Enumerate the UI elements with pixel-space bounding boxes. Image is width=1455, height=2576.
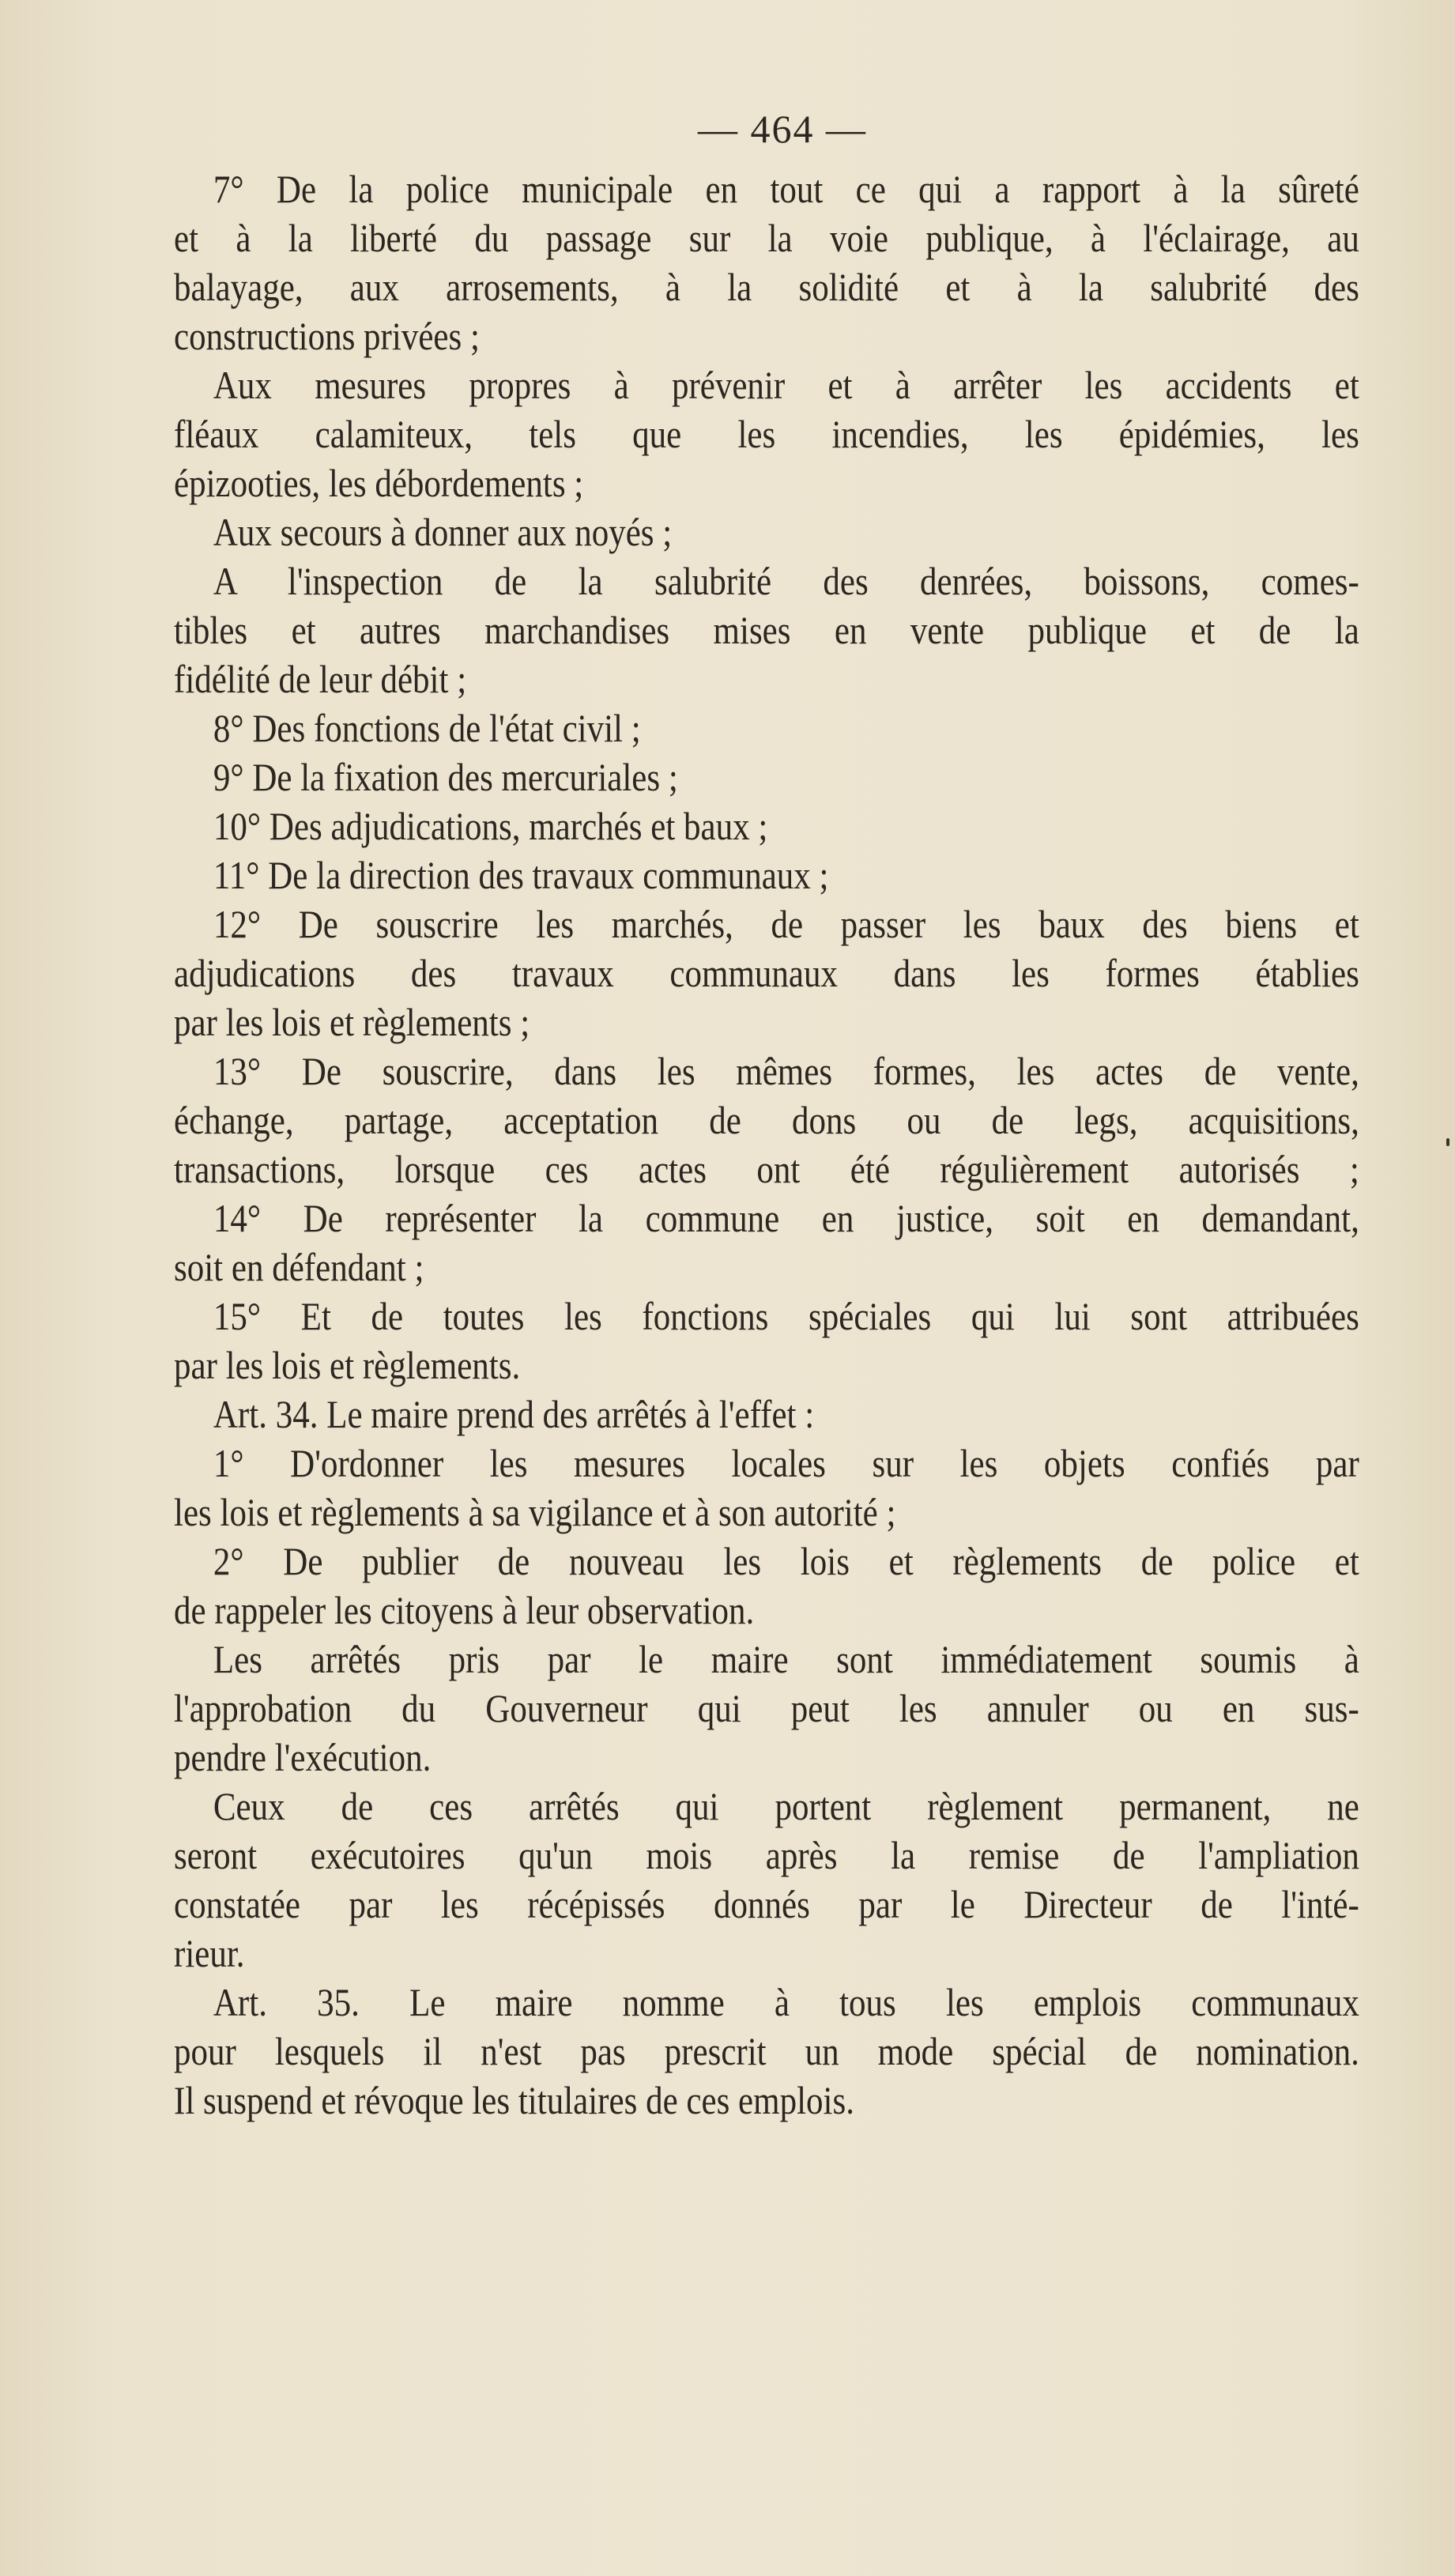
text-line: soit en défendant ; (174, 1245, 424, 1289)
text-line: constatée par les récépissés donnés par le Directeur de l'inté- (174, 1882, 1359, 1926)
text-line: de rappeler les citoyens à leur observation. (174, 1588, 755, 1632)
text-line: par les lois et règlements ; (174, 1000, 530, 1044)
text-line: 1° D'ordonner les mesures locales sur les objets confiés par (213, 1441, 1359, 1485)
text-line: l'approbation du Gouverneur qui peut les annuler ou en sus- (174, 1686, 1359, 1730)
text-line: les lois et règlements à sa vigilance et à son autorité ; (174, 1490, 896, 1534)
text-line: tibles et autres marchandises mises en vente publique et de la (174, 608, 1359, 652)
text-line: 2° De publier de nouveau les lois et règlements de police et (213, 1539, 1359, 1583)
text-line: pendre l'exécution. (174, 1735, 432, 1779)
text-line: 13° De souscrire, dans les mêmes formes, les actes de vente, (213, 1049, 1359, 1093)
text-line: 10° Des adjudications, marchés et baux ; (213, 804, 768, 848)
text-line: Aux mesures propres à prévenir et à arrêter les accidents et (213, 363, 1359, 407)
text-line: transactions, lorsque ces actes ont été régulièrement autorisés ; (174, 1147, 1359, 1191)
page-text (174, 93, 1359, 2125)
ink-speck (1446, 1138, 1449, 1146)
text-line: pour lesquels il n'est pas prescrit un mode spécial de nomination. (174, 2029, 1359, 2073)
text-line: 11° De la direction des travaux communaux ; (213, 853, 829, 897)
text-line: 12° De souscrire les marchés, de passer les baux des biens et (213, 902, 1359, 946)
page-number: — 464 — (698, 107, 867, 151)
text-line: rieur. (174, 1931, 245, 1975)
text-line: seront exécutoires qu'un mois après la remise de l'ampliation (174, 1833, 1359, 1877)
text-line: Les arrêtés pris par le maire sont immédiatement soumis à (213, 1637, 1359, 1681)
text-line: Ceux de ces arrêtés qui portent règlement permanent, ne (213, 1784, 1359, 1828)
text-line: constructions privées ; (174, 314, 480, 358)
text-line: adjudications des travaux communaux dans les formes établies (174, 951, 1359, 995)
text-line: 8° Des fonctions de l'état civil ; (213, 706, 641, 750)
text-line: échange, partage, acceptation de dons ou de legs, acquisitions, (174, 1098, 1359, 1142)
text-line: épizooties, les débordements ; (174, 461, 584, 505)
text-line: fidélité de leur débit ; (174, 657, 467, 701)
text-line: Aux secours à donner aux noyés ; (213, 510, 673, 554)
text-line: fléaux calamiteux, tels que les incendies, les épidémies, les (174, 412, 1359, 456)
text-line: 9° De la fixation des mercuriales ; (213, 755, 678, 799)
text-line: Art. 35. Le maire nomme à tous les emplois communaux (213, 1980, 1359, 2024)
text-line: par les lois et règlements. (174, 1343, 521, 1387)
text-line: A l'inspection de la salubrité des denrées, boissons, comes- (213, 559, 1359, 603)
text-line: 7° De la police municipale en tout ce qui a rapport à la sûreté (213, 167, 1359, 211)
text-line: Art. 34. Le maire prend des arrêtés à l'effet : (213, 1392, 815, 1436)
text-lines (174, 164, 1359, 2125)
text-line: Il suspend et révoque les titulaires de ces emplois. (174, 2078, 854, 2122)
text-line: et à la liberté du passage sur la voie publique, à l'éclairage, au (174, 216, 1359, 260)
text-line: balayage, aux arrosements, à la solidité et à la salubrité des (174, 265, 1359, 309)
text-line: 14° De représenter la commune en justice, soit en demandant, (213, 1196, 1359, 1240)
text-line: 15° Et de toutes les fonctions spéciales qui lui sont attribuées (213, 1294, 1359, 1338)
